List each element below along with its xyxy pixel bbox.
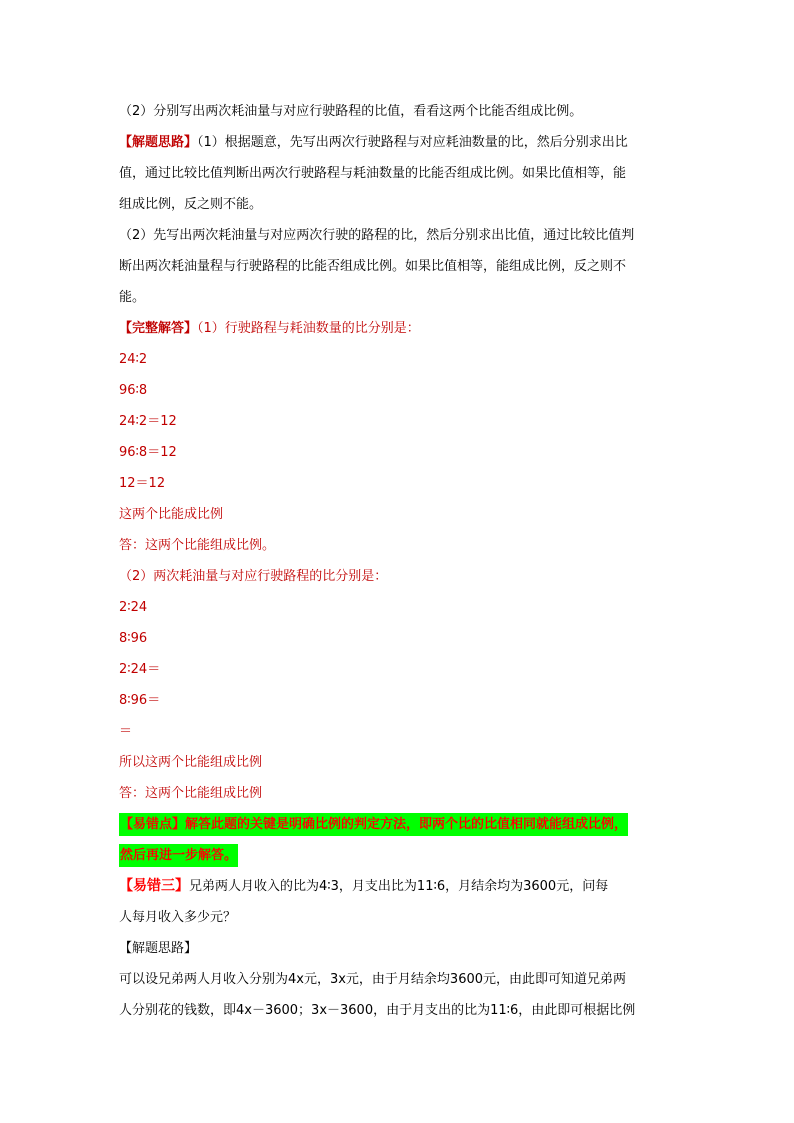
paragraph-text: 兄弟两人月收入的比为4∶3，月支出比为11∶6，月结余均为3600元，问每 <box>189 879 609 894</box>
paragraph-text: （2）先写出两次耗油量与对应两次行驶的路程的比，然后分别求出比值，通过比较比值判 <box>119 228 635 243</box>
paragraph-text: （1）行驶路程与耗油数量的比分别是： <box>197 321 420 336</box>
math-line: 24∶2＝12 <box>119 414 177 429</box>
text-line: 可以设兄弟两人月收入分别为4x元，3x元，由于月结余均3600元，由此即可知道兄弟两 <box>119 972 627 987</box>
highlight-line <box>119 840 679 871</box>
math-line: 8∶96 <box>119 631 148 646</box>
paragraph-text: （2）分别写出两次耗油量与对应行驶路程的比值，看看这两个比能否组成比例。 <box>119 104 583 119</box>
paragraph-text: 能。 <box>119 290 146 305</box>
section-tag: 【解题思路】 <box>119 135 198 150</box>
text-line <box>119 158 679 189</box>
math-line: 2∶24 <box>119 600 148 615</box>
paragraph-text: 组成比例，反之则不能。 <box>119 197 263 212</box>
text-line <box>119 220 679 251</box>
highlight-line <box>119 809 679 840</box>
section-tag: 【完整解答】 <box>119 321 198 336</box>
paragraph-text: 断出两次耗油量程与行驶路程的比能否组成比例。如果比值相等，能组成比例，反之则不 <box>119 259 627 274</box>
paragraph-text: 值，通过比较比值判断出两次行驶路程与耗油数量的比能否组成比例。如果比值相等，能 <box>119 166 627 181</box>
text-line <box>119 313 679 344</box>
text-line: 所以这两个比能组成比例 <box>119 755 263 770</box>
text-line <box>119 96 679 127</box>
section-tag: 【易错三】 <box>119 878 189 894</box>
text-line: 人每月收入多少元？ <box>119 910 237 925</box>
answer-line: 答：这两个比能组成比例。 <box>119 538 276 553</box>
section-heading: 【解题思路】 <box>119 941 198 956</box>
math-line: 24∶2 <box>119 352 148 367</box>
text-line <box>119 251 679 282</box>
highlighted-note: 然后再进一步解答。 <box>119 844 238 867</box>
text-line: 这两个比能成比例 <box>119 507 224 522</box>
math-line: 2∶24＝ <box>119 662 161 677</box>
math-line: 8∶96＝ <box>119 693 161 708</box>
math-line: ＝ <box>119 724 133 739</box>
answer-line: 答：这两个比能组成比例 <box>119 786 263 801</box>
math-line: 96∶8 <box>119 383 148 398</box>
highlighted-note: 【易错点】解答此题的关键是明确比例的判定方法，即两个比的比值相同就能组成比例， <box>119 813 628 836</box>
document-page <box>119 96 679 1026</box>
text-line <box>119 127 679 158</box>
text-line: （2）两次耗油量与对应行驶路程的比分别是： <box>119 569 388 584</box>
math-line: 96∶8＝12 <box>119 445 177 460</box>
text-line <box>119 871 679 902</box>
text-line <box>119 189 679 220</box>
text-line: 人分别花的钱数，即4x－3600；3x－3600，由于月支出的比为11∶6，由此即可根据比例 <box>119 1003 636 1018</box>
text-line <box>119 282 679 313</box>
math-line: 12＝12 <box>119 476 166 491</box>
paragraph-text: （1）根据题意，先写出两次行驶路程与对应耗油数量的比，然后分别求出比 <box>197 135 628 150</box>
